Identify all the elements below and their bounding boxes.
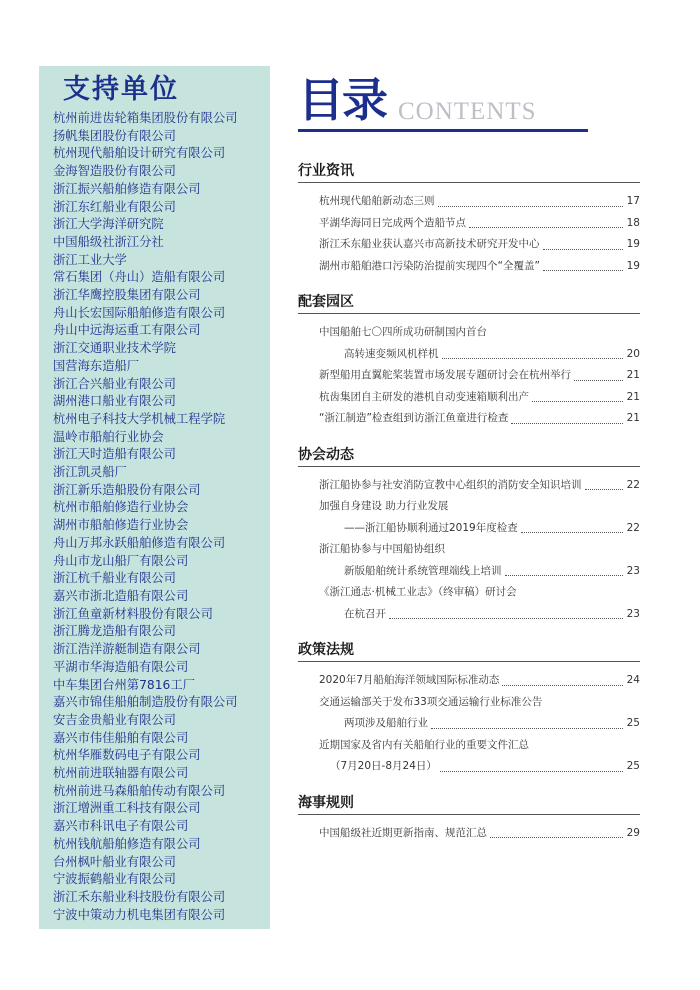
toc-section-industry (298, 160, 640, 277)
sponsor-item: 浙江华鹰控股集团有限公司 (53, 288, 201, 303)
section-heading: 配套园区 (298, 291, 640, 314)
entry-page: 25 (626, 760, 640, 772)
entry-title: 杭齿集团自主研发的港机自动变速箱顺利出产 (319, 390, 529, 403)
toc-entry[interactable] (298, 604, 640, 626)
entry-title: 两项涉及船舶行业 (344, 717, 428, 729)
entry-title: 浙江禾东船业获认嘉兴市高新技术研究开发中心 (319, 238, 540, 250)
toc-entry[interactable] (298, 234, 640, 256)
toc-entry-line[interactable]: 《浙江通志·机械工业志》（终审稿）研讨会 (319, 586, 517, 598)
sponsor-item: 浙江腾龙造船有限公司 (53, 624, 176, 639)
sponsor-item: 湖州港口船业有限公司 (53, 394, 176, 409)
entry-page: 18 (626, 216, 640, 229)
entry-title: （7月20日-8月24日） (330, 760, 437, 772)
entry-page: 25 (626, 717, 640, 729)
sponsor-item: 温岭市船舶行业协会 (53, 429, 164, 444)
dot-leader (505, 575, 624, 576)
dot-leader (502, 685, 623, 686)
sponsor-item: 台州枫叶船业有限公司 (53, 854, 176, 869)
sponsor-item: 浙江禾东船业科技股份有限公司 (53, 889, 226, 904)
entry-page: 19 (626, 259, 640, 272)
toc-title: 目录 (298, 73, 386, 127)
sponsor-item: 金海智造股份有限公司 (53, 164, 176, 179)
toc-section-policy (298, 639, 640, 778)
sponsor-item: 浙江新乐造船股份有限公司 (53, 482, 201, 497)
dot-leader (440, 771, 623, 772)
toc-entry-line[interactable]: 浙江船协参与中国船协组织 (319, 543, 445, 555)
sponsor-item: 嘉兴市科讯电子有限公司 (53, 819, 189, 834)
entry-title: 中国船级社近期更新指南、规范汇总 (319, 826, 487, 839)
entry-page: 21 (626, 390, 640, 403)
toc-entry[interactable] (298, 213, 640, 235)
section-heading: 行业资讯 (298, 160, 640, 183)
sponsor-item: 舟山市龙山船厂有限公司 (53, 553, 189, 568)
entry-page: 24 (626, 674, 640, 686)
toc-entry-line[interactable]: 近期国家及省内有关船舶行业的重要文件汇总 (319, 738, 529, 751)
sponsor-item: 宁波振鹤船业有限公司 (53, 872, 176, 887)
entry-title: 新型船用直翼舵桨装置市场发展专题研讨会在杭州举行 (319, 369, 571, 381)
sponsor-item: 中国船级社浙江分社 (53, 234, 164, 249)
sponsor-item: 杭州前进齿轮箱集团股份有限公司 (53, 111, 238, 125)
toc-entry[interactable] (298, 670, 640, 692)
sponsor-item: 浙江鱼童新材料股份有限公司 (53, 606, 213, 621)
entry-page: 20 (626, 347, 640, 360)
sponsor-item: 扬帆集团股份有限公司 (53, 128, 176, 143)
entry-page: 19 (626, 238, 640, 250)
sponsor-item: 杭州现代船舶设计研究有限公司 (53, 146, 226, 161)
sponsor-item: 浙江浩洋游艇制造有限公司 (53, 642, 201, 657)
dot-leader (532, 401, 623, 402)
toc-entry[interactable] (298, 408, 640, 430)
sponsor-item: 杭州前进联轴器有限公司 (53, 766, 189, 781)
toc-entry[interactable] (298, 475, 640, 497)
dot-leader (490, 837, 623, 838)
sponsor-item: 浙江合兴船业有限公司 (53, 376, 176, 391)
entry-page: 21 (626, 369, 640, 381)
toc-entry-line[interactable]: 中国船舶七〇四所成功研制国内首台 (319, 326, 487, 338)
entry-page: 17 (626, 195, 640, 207)
sponsor-item: 宁波中策动力机电集团有限公司 (53, 907, 226, 922)
entry-page: 29 (626, 826, 640, 839)
dot-leader (511, 423, 623, 424)
sponsor-item: 嘉兴市浙北造船有限公司 (53, 588, 189, 603)
entry-title: 高转速变频风机样机 (344, 347, 439, 360)
entry-title: 平湖华海同日完成两个造船节点 (319, 216, 466, 229)
toc-entry[interactable] (298, 365, 640, 387)
sponsor-item: 嘉兴市伟佳船舶有限公司 (53, 730, 189, 745)
dot-leader (442, 358, 624, 359)
sponsor-item: 浙江大学海洋研究院 (53, 217, 164, 232)
toc-entry[interactable] (298, 756, 640, 778)
entry-page: 22 (626, 478, 640, 491)
table-of-contents (298, 160, 640, 858)
entry-title: 浙江船协参与社安消防宣教中心组织的消防安全知识培训 (319, 478, 582, 491)
sponsor-item: 平湖市华海造船有限公司 (53, 659, 189, 674)
dot-leader (389, 618, 623, 619)
sponsor-item: 浙江凯灵船厂 (53, 465, 127, 480)
entry-title: 湖州市船舶港口污染防治提前实现四个“全覆盖” (319, 259, 540, 272)
entry-title: “浙江制造”检查组到访浙江鱼童进行检查 (319, 412, 509, 424)
sponsor-item: 杭州钱航船舶修造有限公司 (53, 836, 201, 851)
sponsor-item: 浙江天时造船有限公司 (53, 447, 176, 462)
toc-entry[interactable] (298, 823, 640, 845)
entry-page: 22 (626, 521, 640, 534)
sponsor-item: 杭州前进马森船舶传动有限公司 (53, 783, 226, 798)
dot-leader (438, 206, 624, 207)
sponsor-item: 安吉金贵船业有限公司 (53, 712, 176, 727)
sponsor-item: 中车集团台州第7816工厂 (53, 677, 195, 692)
sponsor-item: 常石集团（舟山）造船有限公司 (53, 270, 226, 285)
sponsor-panel-title: 支持单位 (63, 74, 179, 105)
toc-entry[interactable] (298, 518, 640, 540)
toc-section-maritime (298, 792, 640, 845)
sponsor-item: 湖州市船舶修造行业协会 (53, 518, 189, 533)
sponsor-item: 嘉兴市锦佳船舶制造股份有限公司 (53, 695, 238, 710)
entry-page: 23 (626, 564, 640, 577)
sponsor-item: 浙江振兴船舶修造有限公司 (53, 181, 201, 196)
section-heading: 政策法规 (298, 639, 640, 662)
entry-title: ——浙江船协顺利通过2019年度检查 (344, 521, 518, 534)
dot-leader (521, 532, 623, 533)
sponsor-item: 舟山万邦永跃船舶修造有限公司 (53, 535, 226, 550)
sponsor-item: 浙江杭千船业有限公司 (53, 571, 176, 586)
entry-title: 新版船舶统计系统管理端线上培训 (344, 564, 502, 577)
toc-entry[interactable] (298, 561, 640, 583)
sponsor-item: 浙江交通职业技术学院 (53, 341, 176, 356)
toc-entry[interactable] (298, 344, 640, 366)
toc-section-association (298, 444, 640, 626)
sponsor-item: 杭州华雁数码电子有限公司 (53, 748, 201, 763)
sponsor-item: 杭州电子科技大学机械工程学院 (53, 411, 226, 426)
toc-entry-line[interactable]: 加强自身建设 助力行业发展 (319, 500, 449, 512)
sponsor-item: 舟山中远海运重工有限公司 (53, 323, 201, 338)
toc-entry[interactable] (298, 191, 640, 213)
entry-title: 在杭召开 (344, 607, 386, 620)
sponsor-list (53, 110, 270, 924)
toc-title-rule (298, 129, 588, 132)
dot-leader (543, 249, 624, 250)
entry-title: 2020年7月船舶海洋领域国际标准动态 (319, 674, 500, 686)
entry-page: 23 (626, 607, 640, 620)
toc-entry-line[interactable]: 交通运输部关于发布33项交通运输行业标准公告 (319, 695, 543, 708)
toc-entry[interactable] (298, 256, 640, 278)
toc-section-supporting (298, 291, 640, 430)
sponsor-item: 杭州市船舶修造行业协会 (53, 500, 189, 515)
dot-leader (543, 270, 623, 271)
dot-leader (431, 728, 623, 729)
dot-leader (469, 227, 623, 228)
sponsor-item: 舟山长宏国际船舶修造有限公司 (53, 305, 226, 320)
toc-subtitle: CONTENTS (398, 98, 537, 125)
toc-entry[interactable] (298, 387, 640, 409)
toc-entry[interactable] (298, 713, 640, 735)
sponsor-item: 浙江增洲重工科技有限公司 (53, 801, 201, 816)
section-heading: 协会动态 (298, 444, 640, 467)
sponsor-item: 浙江东红船业有限公司 (53, 199, 176, 214)
section-heading: 海事规则 (298, 792, 640, 815)
dot-leader (574, 380, 623, 381)
sponsor-item: 浙江工业大学 (53, 252, 127, 267)
sponsor-item: 国营海东造船厂 (53, 358, 140, 373)
entry-title: 杭州现代船舶新动态三则 (319, 195, 435, 207)
dot-leader (585, 489, 624, 490)
sponsor-panel (39, 66, 270, 929)
entry-page: 21 (626, 412, 640, 424)
